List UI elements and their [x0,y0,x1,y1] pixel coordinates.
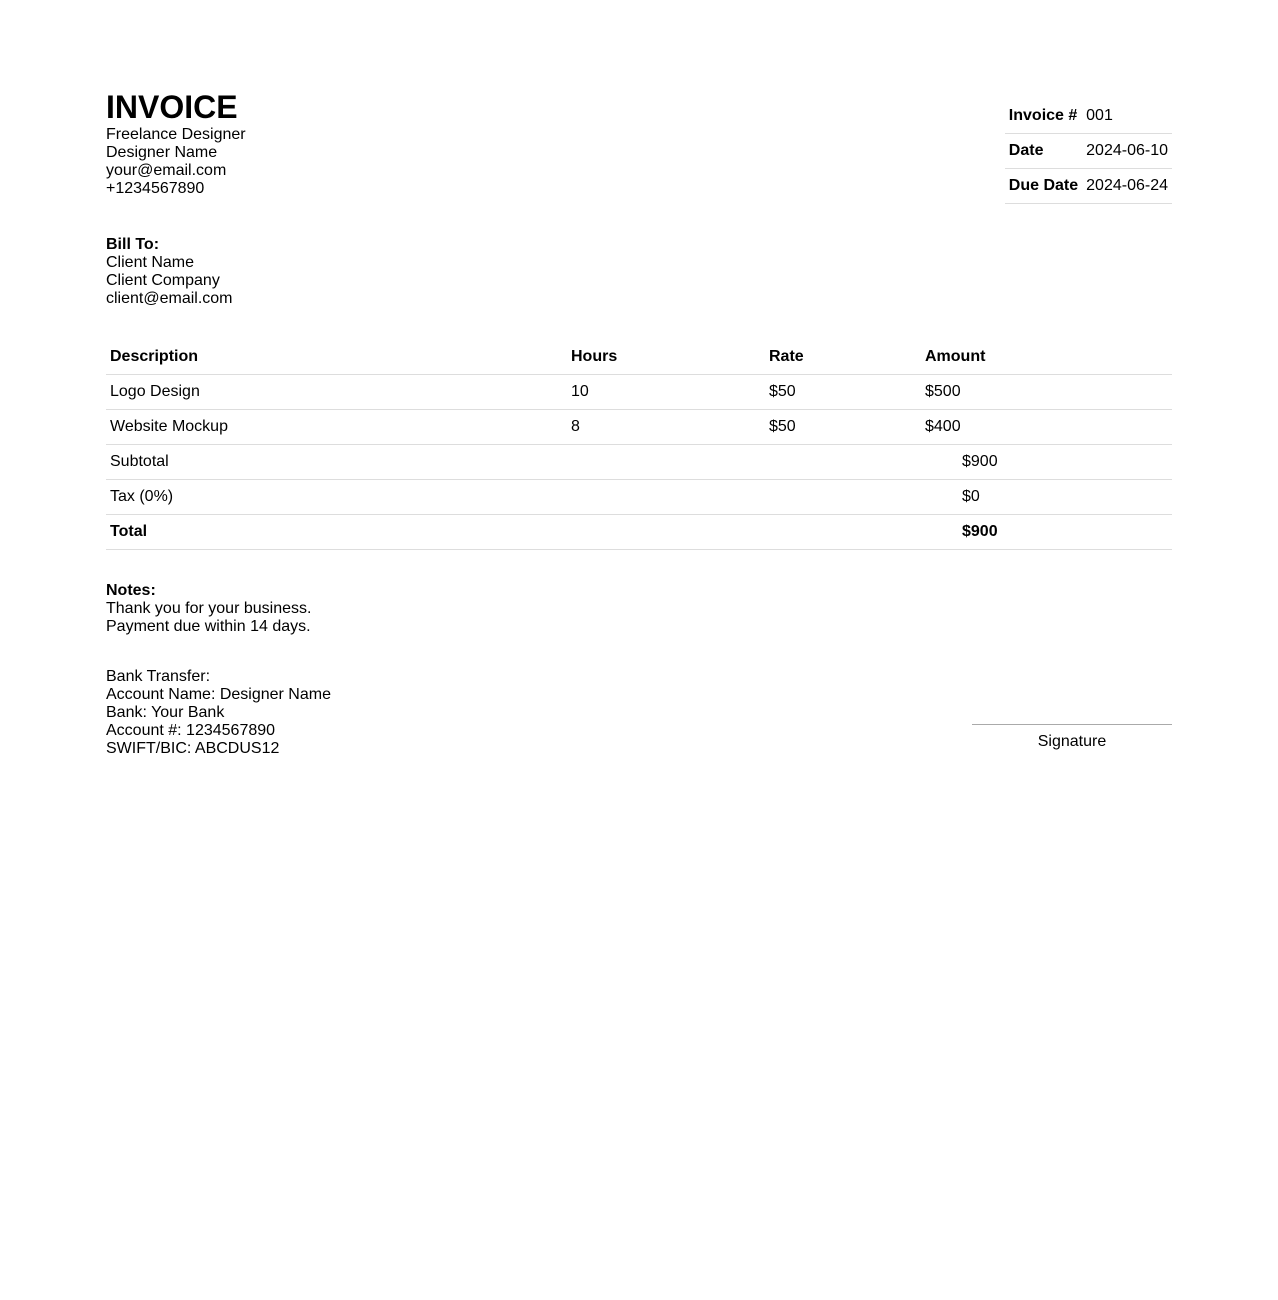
column-header-amount: Amount [921,340,1172,375]
sender-info [106,126,246,198]
item-rate: $50 [765,375,921,410]
invoice-meta-table [1005,99,1172,204]
signature-line [972,724,1172,725]
signature-block [972,724,1172,751]
column-header-hours: Hours [567,340,765,375]
item-rate: $50 [765,410,921,445]
item-amount: $400 [921,410,1172,445]
client-company: Client Company [106,272,220,289]
column-header-rate: Rate [765,340,921,375]
column-header-description: Description [106,340,567,375]
tax-value: $0 [921,480,1172,515]
bank-details [106,668,331,758]
meta-label: Invoice # [1005,99,1082,134]
subtotal-value: $900 [921,445,1172,480]
meta-value: 001 [1082,99,1172,134]
meta-row-invoice-number [1005,99,1172,134]
meta-row-date [1005,134,1172,169]
total-label: Total [106,515,921,550]
sender-name: Designer Name [106,144,218,161]
tax-label: Tax (0%) [106,480,921,515]
meta-label: Due Date [1005,169,1082,204]
table-row [106,410,1172,445]
notes-line: Thank you for your business. [106,600,312,617]
subtotal-row [106,445,1172,480]
item-description: Website Mockup [106,410,567,445]
tax-row [106,480,1172,515]
total-value: $900 [921,515,1172,550]
bill-to-section [106,236,233,308]
meta-label: Date [1005,134,1082,169]
bank-line: SWIFT/BIC: ABCDUS12 [106,740,280,757]
bank-line: Account #: 1234567890 [106,722,276,739]
item-hours: 10 [567,375,765,410]
item-description: Logo Design [106,375,567,410]
total-row [106,515,1172,550]
sender-business: Freelance Designer [106,126,246,143]
notes-section [106,582,311,636]
client-name: Client Name [106,254,195,271]
item-amount: $500 [921,375,1172,410]
sender-email: your@email.com [106,162,227,179]
table-row [106,375,1172,410]
meta-value: 2024-06-24 [1082,169,1172,204]
meta-row-due-date [1005,169,1172,204]
table-header-row [106,340,1172,375]
client-email: client@email.com [106,290,233,307]
bill-to-label: Bill To: [106,236,160,253]
signature-label: Signature [1037,733,1107,750]
line-items-table [106,340,1172,550]
notes-line: Payment due within 14 days. [106,618,311,635]
bank-line: Bank: Your Bank [106,704,225,721]
item-hours: 8 [567,410,765,445]
invoice-title: INVOICE [106,89,238,125]
sender-phone: +1234567890 [106,180,205,197]
meta-value: 2024-06-10 [1082,134,1172,169]
invoice-header [106,0,1172,230]
bank-line: Bank Transfer: [106,668,211,685]
bank-line: Account Name: Designer Name [106,686,331,703]
notes-label: Notes: [106,582,156,599]
subtotal-label: Subtotal [106,445,921,480]
invoice-page [106,0,1172,757]
